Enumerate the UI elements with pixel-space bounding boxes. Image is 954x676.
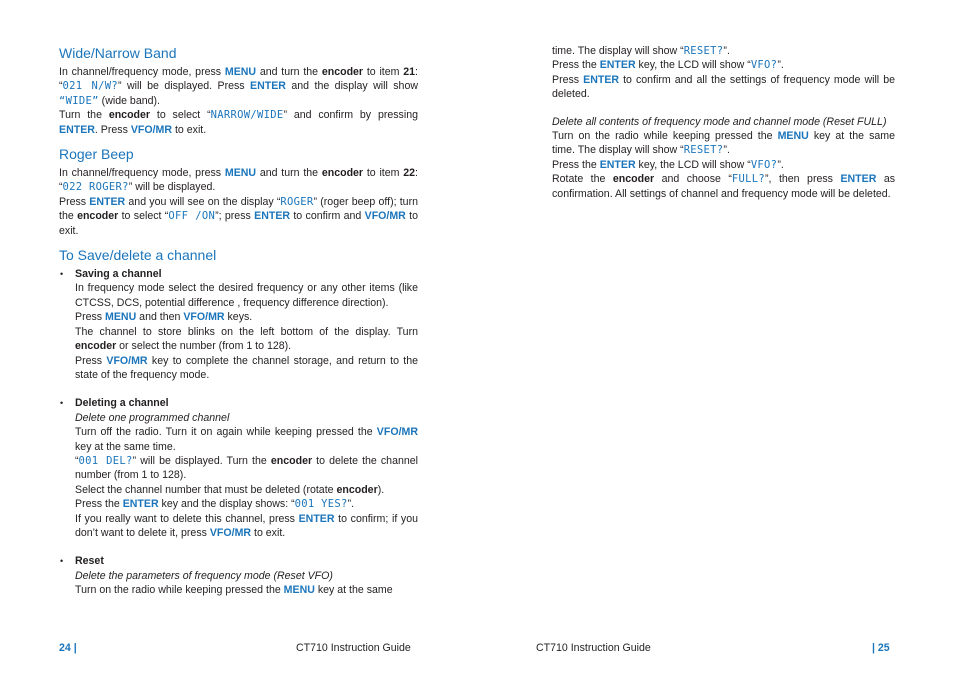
saving-title: • Saving a channel xyxy=(75,268,162,281)
enter-key: ENTER xyxy=(254,210,291,223)
list-item-reset xyxy=(59,554,418,597)
list-item-saving xyxy=(59,267,418,382)
menu-key: MENU xyxy=(777,130,809,143)
enter-key: ENTER xyxy=(250,80,286,93)
deleting-title: • Deleting a channel xyxy=(75,397,169,410)
deleting-paragraph-4: Press the ENTER key and the display shows: “001 YES?”. xyxy=(75,498,355,511)
enter-key: ENTER xyxy=(89,195,126,208)
vfo-mr-key: VFO/MR xyxy=(364,210,406,223)
enter-key: ENTER xyxy=(840,173,877,186)
vfo-mr-key: VFO/MR xyxy=(183,311,225,324)
menu-key: MENU xyxy=(224,66,257,78)
saving-paragraph-3: The channel to store blinks on the left bottom of the display. Turn encoder or select the number (from 1 to 128). xyxy=(75,325,418,353)
section-save-delete xyxy=(59,246,418,598)
right-page-number: | 25 xyxy=(872,642,890,654)
lcd-text: “WIDE” xyxy=(59,94,99,107)
enter-key: ENTER xyxy=(298,512,335,525)
section-title-wide-narrow: Wide/Narrow Band xyxy=(59,45,177,61)
roger-beep-paragraph-1: In channel/frequency mode, press MENU and turn the encoder to item 22: “022 ROGER?” will be displayed. xyxy=(59,167,418,194)
vfo-mr-key: VFO/MR xyxy=(130,123,173,136)
lcd-text: RESET? xyxy=(683,45,724,57)
lcd-text: NARROW/WIDE xyxy=(210,109,284,122)
lcd-text: 001 YES? xyxy=(294,498,348,511)
reset-vfo-paragraph-3: Press ENTER to confirm and all the settings of frequency mode will be deleted. xyxy=(552,73,895,101)
lcd-text: OFF /ON xyxy=(168,210,216,223)
menu-key: MENU xyxy=(283,584,315,597)
reset-full-subtitle: Delete all contents of frequency mode and channel mode (Reset FULL) xyxy=(552,115,887,128)
list-item-deleting xyxy=(59,396,418,540)
wide-narrow-paragraph-2: Turn the encoder to select “NARROW/WIDE” and confirm by pressing ENTER. Press VFO/MR to exit. xyxy=(59,109,418,136)
save-delete-list xyxy=(59,267,418,598)
section-roger-beep xyxy=(59,145,418,238)
enter-key: ENTER xyxy=(122,498,159,511)
lcd-text: VFO? xyxy=(750,158,778,171)
reset-vfo-paragraph-1: time. The display will show “RESET?”. xyxy=(552,45,730,57)
reset-vfo-paragraph-2: Press the ENTER key, the LCD will show “VFO?”. xyxy=(552,59,784,72)
left-page-column xyxy=(59,44,418,612)
lcd-text: FULL? xyxy=(731,173,766,186)
vfo-mr-key: VFO/MR xyxy=(106,354,148,367)
saving-paragraph-2: Press MENU and then VFO/MR keys. xyxy=(75,311,253,324)
spacer xyxy=(552,102,895,115)
enter-key: ENTER xyxy=(59,123,95,136)
saving-paragraph-1: In frequency mode select the desired frequency or any other items (like CTCSS, DCS, potential difference , frequency difference direction). xyxy=(75,282,418,309)
reset-full-paragraph-1: Turn on the radio while keeping pressed the MENU key at the same time. The display will show “RESET?”. xyxy=(552,130,896,157)
lcd-text: 021 N/W? xyxy=(62,80,119,93)
deleting-subtitle: Delete one programmed channel xyxy=(75,411,230,424)
menu-key: MENU xyxy=(105,311,137,324)
right-page-column xyxy=(552,44,895,201)
reset-subtitle: Delete the parameters of frequency mode (Reset VFO) xyxy=(75,569,333,582)
section-title-roger-beep: Roger Beep xyxy=(59,146,134,163)
wide-narrow-paragraph-1: In channel/frequency mode, press MENU and turn the encoder to item 21: “021 N/W?” will be displayed. Press ENTER and the display will show “WIDE” (wide band). xyxy=(59,66,418,107)
deleting-paragraph-3: Select the channel number that must be deleted (rotate encoder). xyxy=(75,483,385,496)
enter-key: ENTER xyxy=(599,158,636,171)
reset-full-paragraph-3: Rotate the encoder and choose “FULL?”, then press ENTER as confirmation. All settings of channel and frequency mode will be deleted. xyxy=(552,173,896,200)
enter-key: ENTER xyxy=(599,59,636,72)
roger-beep-paragraph-2: Press ENTER and you will see on the display “ROGER” (roger beep off); turn the encoder to select “OFF /ON”; press ENTER to confirm and VFO/MR to exit. xyxy=(59,195,418,237)
lcd-text: 001 DEL? xyxy=(78,454,133,467)
lcd-text: RESET? xyxy=(683,144,724,157)
vfo-mr-key: VFO/MR xyxy=(209,526,252,539)
section-wide-narrow xyxy=(59,44,418,137)
deleting-paragraph-2: “001 DEL?” will be displayed. Turn the encoder to delete the channel number (from 1 to 128). xyxy=(75,454,418,482)
lcd-text: VFO? xyxy=(750,59,778,72)
lcd-text: ROGER xyxy=(280,195,314,208)
saving-paragraph-4: Press VFO/MR key to complete the channel storage, and return to the state of the frequency mode. xyxy=(75,354,418,381)
section-title-save-delete: To Save/delete a channel xyxy=(59,247,217,264)
deleting-paragraph-1: Turn off the radio. Turn it on again while keeping pressed the VFO/MR key at the same time. xyxy=(75,426,418,453)
lcd-text: 022 ROGER? xyxy=(62,181,129,194)
reset-paragraph-1: Turn on the radio while keeping pressed the MENU key at the same xyxy=(75,584,393,597)
enter-key: ENTER xyxy=(583,73,620,86)
reset-full-paragraph-2: Press the ENTER key, the LCD will show “VFO?”. xyxy=(552,158,784,171)
left-footer-title: CT710 Instruction Guide xyxy=(296,642,411,654)
reset-title: • Reset xyxy=(75,555,104,568)
menu-key: MENU xyxy=(224,167,257,180)
deleting-paragraph-5: If you really want to delete this channel, press ENTER to confirm; if you don’t want to delete it, press VFO/MR to exit. xyxy=(75,512,418,539)
vfo-mr-key: VFO/MR xyxy=(376,426,418,439)
left-page-number: 24 | xyxy=(59,642,77,654)
right-footer-title: CT710 Instruction Guide xyxy=(536,642,651,654)
